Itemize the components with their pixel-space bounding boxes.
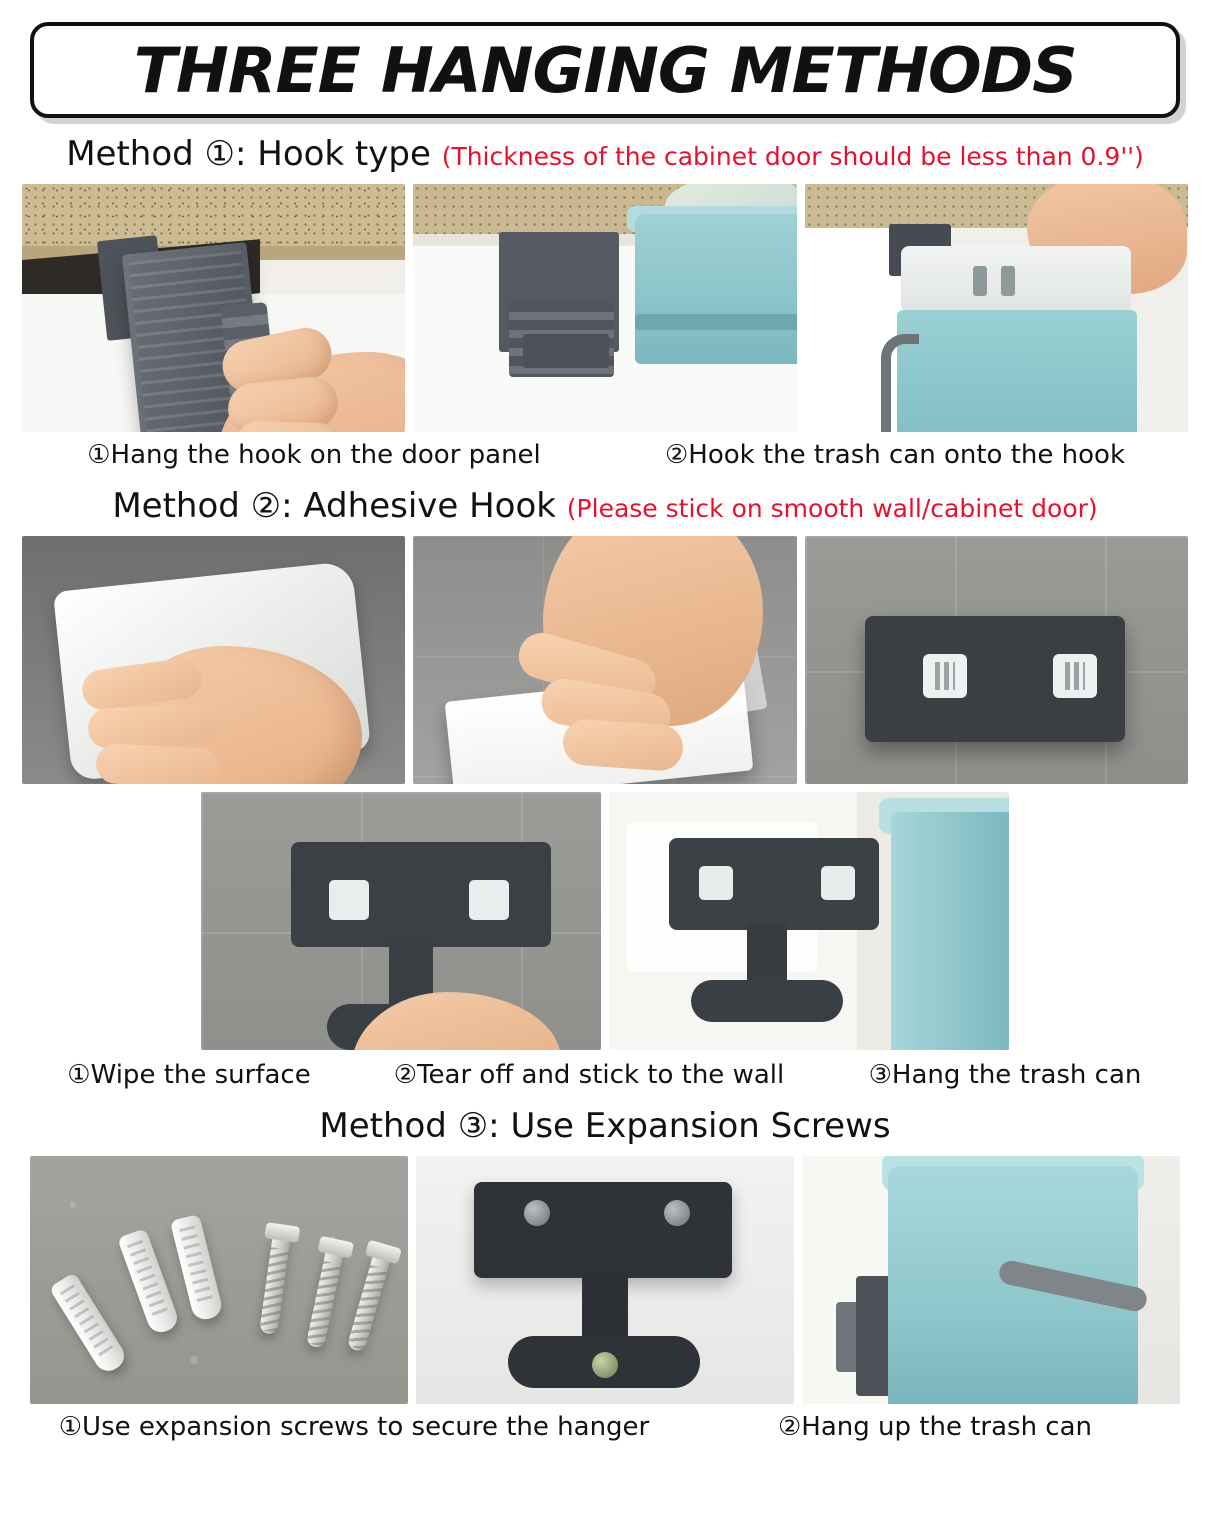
method-1-note: (Thickness of the cabinet door should be less than 0.9'') [441, 142, 1144, 171]
scene-art [22, 536, 405, 784]
caption-method-1-step-2: ②Hook the trash can onto the hook [664, 440, 1126, 470]
photo-wiping-surface-with-cloth [22, 536, 405, 784]
photo-hanger-attached-to-wall [201, 792, 601, 1050]
scene-art [802, 1156, 1180, 1404]
photo-peeling-adhesive-backing [413, 536, 796, 784]
scene-art [416, 1156, 794, 1404]
photo-hanger-secured-with-screws [416, 1156, 794, 1404]
caption-method-3-step-1: ①Use expansion screws to secure the hanger [58, 1412, 650, 1442]
scene-art [413, 536, 796, 784]
caption-method-2-step-3: ③Hang the trash can [868, 1060, 1142, 1090]
scene-art [201, 792, 601, 1050]
method-1-heading [0, 134, 1210, 174]
photo-trash-can-hung-on-hook [805, 184, 1188, 432]
method-1-photo-row [0, 184, 1210, 432]
method-2-captions [0, 1060, 1210, 1090]
method-1-captions [0, 440, 1210, 470]
photo-hanger-with-trash-can [609, 792, 1009, 1050]
method-2-note: (Please stick on smooth wall/cabinet door) [566, 494, 1098, 523]
photo-adhesive-plate-on-wall [805, 536, 1188, 784]
scene-art [413, 184, 796, 432]
photo-trash-can-hung-on-wall-hanger [802, 1156, 1180, 1404]
method-1-heading-text: Method ①: Hook type [66, 134, 431, 174]
method-2-heading-text: Method ②: Adhesive Hook [112, 486, 556, 526]
caption-method-3-step-2: ②Hang up the trash can [777, 1412, 1093, 1442]
method-2-photo-row-top [0, 536, 1210, 784]
method-3-photo-row [0, 1156, 1210, 1404]
method-3-captions [0, 1412, 1210, 1442]
photo-expansion-screws-and-anchors [30, 1156, 408, 1404]
method-3-heading [0, 1106, 1210, 1146]
scene-art [805, 536, 1188, 784]
method-2-heading [0, 486, 1210, 526]
photo-hook-on-door-with-trash-can [413, 184, 796, 432]
caption-method-2-step-1: ①Wipe the surface [67, 1060, 311, 1090]
photo-hook-held-at-cabinet-door [22, 184, 405, 432]
scene-art [30, 1156, 408, 1404]
method-3-heading-text: Method ③: Use Expansion Screws [319, 1106, 891, 1146]
page-title: THREE HANGING METHODS [133, 33, 1077, 107]
scene-art [609, 792, 1009, 1050]
scene-art [22, 184, 405, 432]
page-title-banner [30, 22, 1180, 118]
method-2-photo-row-bottom [0, 792, 1210, 1050]
caption-method-1-step-1: ①Hang the hook on the door panel [87, 440, 541, 470]
caption-method-2-step-2: ②Tear off and stick to the wall [393, 1060, 785, 1090]
scene-art [805, 184, 1188, 432]
